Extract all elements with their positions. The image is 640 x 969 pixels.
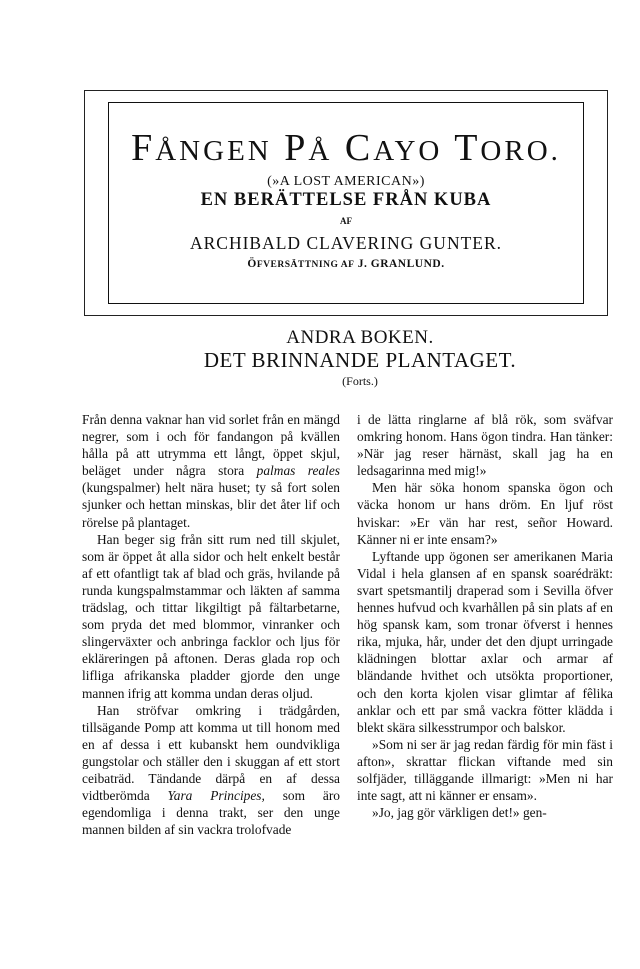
paragraph: Han ströfvar omkring i trädgården, tillsägande Pomp att komma ut till honom med en af dessa i ett kubanskt hem oundvikliga gungstolar och ställer den i skuggan af ett stort ceibaträd. Tändande därpå en af dessa vidtberömda Yara Principes, som äro egendomliga i denna trakt, ser den unge mannen bilden af sin vackra trolofvade	[82, 702, 340, 838]
paragraph: Lyftande upp ögonen ser amerikanen Maria Vidal i hela glansen af en spansk soarédräkt: svart spetsmantilj draperad som i Sevilla öfver hennes hufvud och kvarhållen på sin plats af en hög spansk kam, som tronar öfverst i hennes rika, mjuka, hår, under det den djupt urringade klädningen blottar axlar och armar af bländande hvithet och utsökta proportioner, och den korta kjolen visar glimtar af fêlika anklar och ett par små vackra fötter klädda i blekt skära silkesstrumpor och balskor.	[357, 548, 613, 735]
title-word: FÅNGEN	[131, 127, 272, 169]
book-heading: ANDRA BOKEN.	[286, 327, 434, 348]
original-title: (»A LOST AMERICAN»)	[267, 174, 425, 189]
left-column	[82, 411, 340, 838]
by-line: AF	[340, 216, 352, 226]
paragraph: Men här söka honom spanska ögon och väcka honom ur hans dröm. En ljuf röst hviskar: »Er vän har rest, señor Howard. Känner ni er inte ensam?»	[357, 480, 613, 547]
paragraph: Från denna vaknar han vid sorlet från en mängd negrer, som i och för fandangon på kvällen hålla på att utrymma ett långt, öppet skjul, beläget under några stora palmas reales (kungspalmer) helt nära huset; ty så fort solen sjunker och hettan minskas, blir det åter lif och rörelse på plantaget.	[82, 412, 341, 530]
subtitle: EN BERÄTTELSE FRÅN KUBA	[200, 190, 492, 210]
paragraph: »Jo, jag gör värkligen det!» gen-	[372, 805, 547, 821]
title-word: PÅ	[284, 127, 333, 169]
paragraph: i de lätta ringlarne af blå rök, som sväfvar omkring honom. Hans ögon tindra. Han tänker: »När jag reser härnäst, skall jag ha en ledsagarinna med mig!»	[357, 412, 613, 479]
chapter-heading: DET BRINNANDE PLANTAGET.	[203, 348, 517, 372]
title-word: CAYO	[344, 127, 443, 169]
continued-note: (Forts.)	[342, 374, 378, 388]
paragraph: »Som ni ser är jag redan färdig för min fäst i afton», skrattar flickan viftande med sin solfjäder, tilläggande illmarigt: »Men ni har inte sagt, att ni känner er ensam».	[357, 736, 613, 804]
author-name: ARCHIBALD CLAVERING GUNTER.	[189, 233, 503, 253]
right-column	[357, 411, 613, 821]
paragraph: Han beger sig från sitt rum ned till skjulet, som är öppet åt alla sidor och helt enkelt består af ett ofantligt tak af blad och gräs, hvilande på runda kungspalmstammar och läkten af samma trädslag, och tittar likgiltigt på fältarbetarne, som pryda det med blommor, vinranker och slingerväxter och anbringa facklor och ljus för ekläreringen på aftonen. Deras glada rop och lifliga afrikanska pladder gjorde den unge mannen ifrig att komma undan deras oljud.	[82, 531, 340, 701]
translation-credit: ÖFVERSÄTTNING AF J. GRANLUND.	[247, 258, 445, 270]
title-word: TORO.	[454, 127, 561, 169]
story-title	[108, 126, 584, 173]
